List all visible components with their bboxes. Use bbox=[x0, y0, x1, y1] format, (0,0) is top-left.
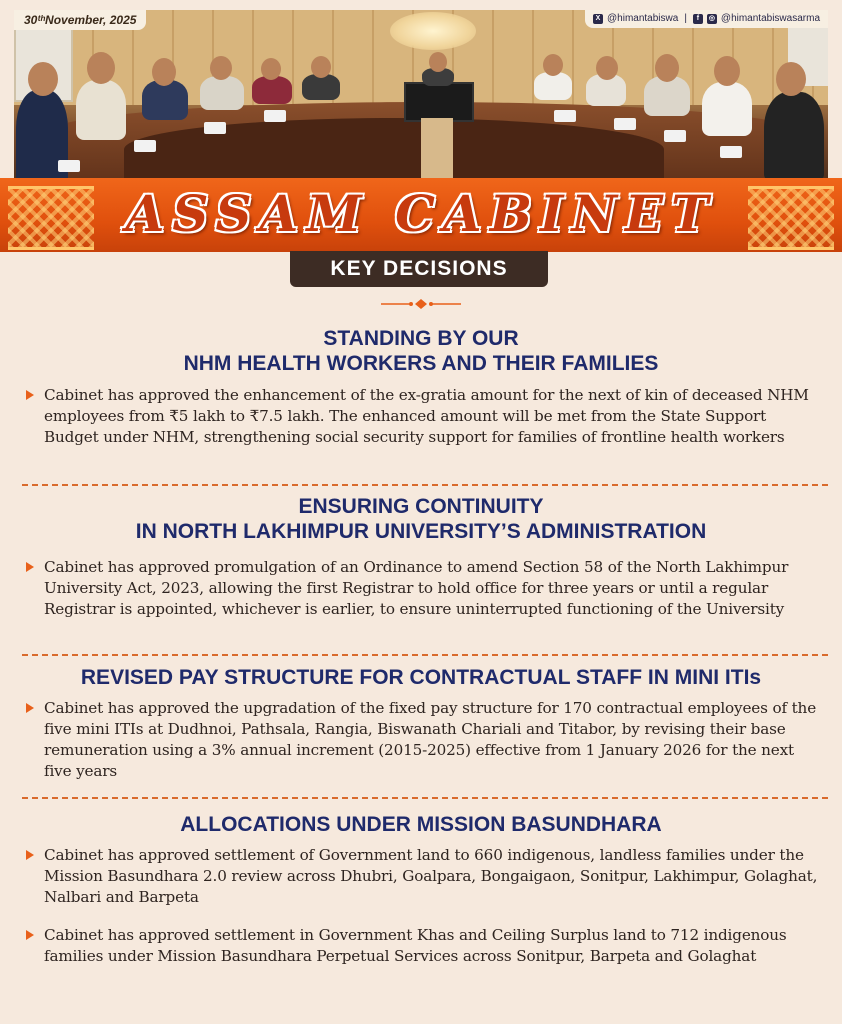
facebook-icon: f bbox=[693, 14, 703, 24]
social-handles: X @himantabiswa | f ◎ @himantabiswasarma bbox=[585, 10, 828, 28]
section-divider bbox=[22, 654, 828, 656]
bullet-arrow-icon bbox=[26, 562, 34, 572]
x-logo-icon: X bbox=[593, 14, 603, 24]
section-divider bbox=[22, 484, 828, 486]
section-title-basundhara: ALLOCATIONS UNDER MISSION BASUNDHARA bbox=[180, 813, 662, 836]
title-banner bbox=[0, 178, 842, 252]
section-title-lakhimpur: ENSURING CONTINUITY IN NORTH LAKHIMPUR UNIVERSITY’S ADMINISTRATION bbox=[135, 495, 707, 543]
x-handle[interactable]: @himantabiswa bbox=[607, 13, 679, 24]
bullet-nhm-ex-gratia: Cabinet has approved the enhancement of the ex-gratia amount for the next of kin of deceased NHM employees from ₹5 lakh to ₹7.5 lakh. The enhanced amount will be met from the State Support Budget under NHM, strengthening social security support for families of frontline health workers bbox=[22, 385, 822, 448]
date-label: 30ᵗʰNovember, 2025 bbox=[14, 10, 146, 30]
section-divider bbox=[22, 797, 828, 799]
bullet-arrow-icon bbox=[26, 703, 34, 713]
bullet-arrow-icon bbox=[26, 850, 34, 860]
bullet-mini-iti-pay: Cabinet has approved the upgradation of the fixed pay structure for 170 contractual employees of the five mini ITIs at Dudhnoi, Pathsala, Rangia, Biswanath Chariali and Titabor, by revising their base remuneration using a 3% annual increment (2015-2025) effective from 1 January 2026 for the next five years bbox=[22, 698, 822, 782]
bullet-lakhimpur-ordinance: Cabinet has approved promulgation of an Ordinance to amend Section 58 of the North Lakhimpur University Act, 2023, allowing the first Registrar to hold office for three years or until a regular Registrar is appointed, whichever is earlier, to ensure uninterrupted functioning of the University bbox=[22, 557, 822, 620]
section-title-mini-iti: REVISED PAY STRUCTURE FOR CONTRACTUAL STAFF IN MINI ITIs bbox=[80, 666, 762, 689]
bullet-arrow-icon bbox=[26, 390, 34, 400]
bullet-arrow-icon bbox=[26, 930, 34, 940]
section-title-nhm: STANDING BY OUR NHM HEALTH WORKERS AND THEIR FAMILIES bbox=[183, 327, 659, 375]
banner-title: ASSAM CABINET bbox=[125, 184, 717, 243]
bullet-basundhara-perpetual: Cabinet has approved settlement in Government Khas and Ceiling Surplus land to 712 indigenous families under Mission Basundhara Perpetual Services across Sonitpur, Barpeta and Golaghat bbox=[22, 925, 822, 967]
bullet-basundhara-2: Cabinet has approved settlement of Government land to 660 indigenous, landless families under the Mission Basundhara 2.0 review across Dhubri, Goalpara, Bongaigaon, Sonitpur, Lakhimpur, Golaghat, Nalbari and Barpeta bbox=[22, 845, 822, 908]
instagram-icon: ◎ bbox=[708, 15, 715, 22]
cabinet-meeting-photo bbox=[14, 10, 828, 186]
social-handle[interactable]: @himantabiswasarma bbox=[720, 13, 820, 24]
ornament-divider-icon bbox=[381, 299, 461, 309]
key-decisions-label: KEY DECISIONS bbox=[290, 251, 548, 287]
